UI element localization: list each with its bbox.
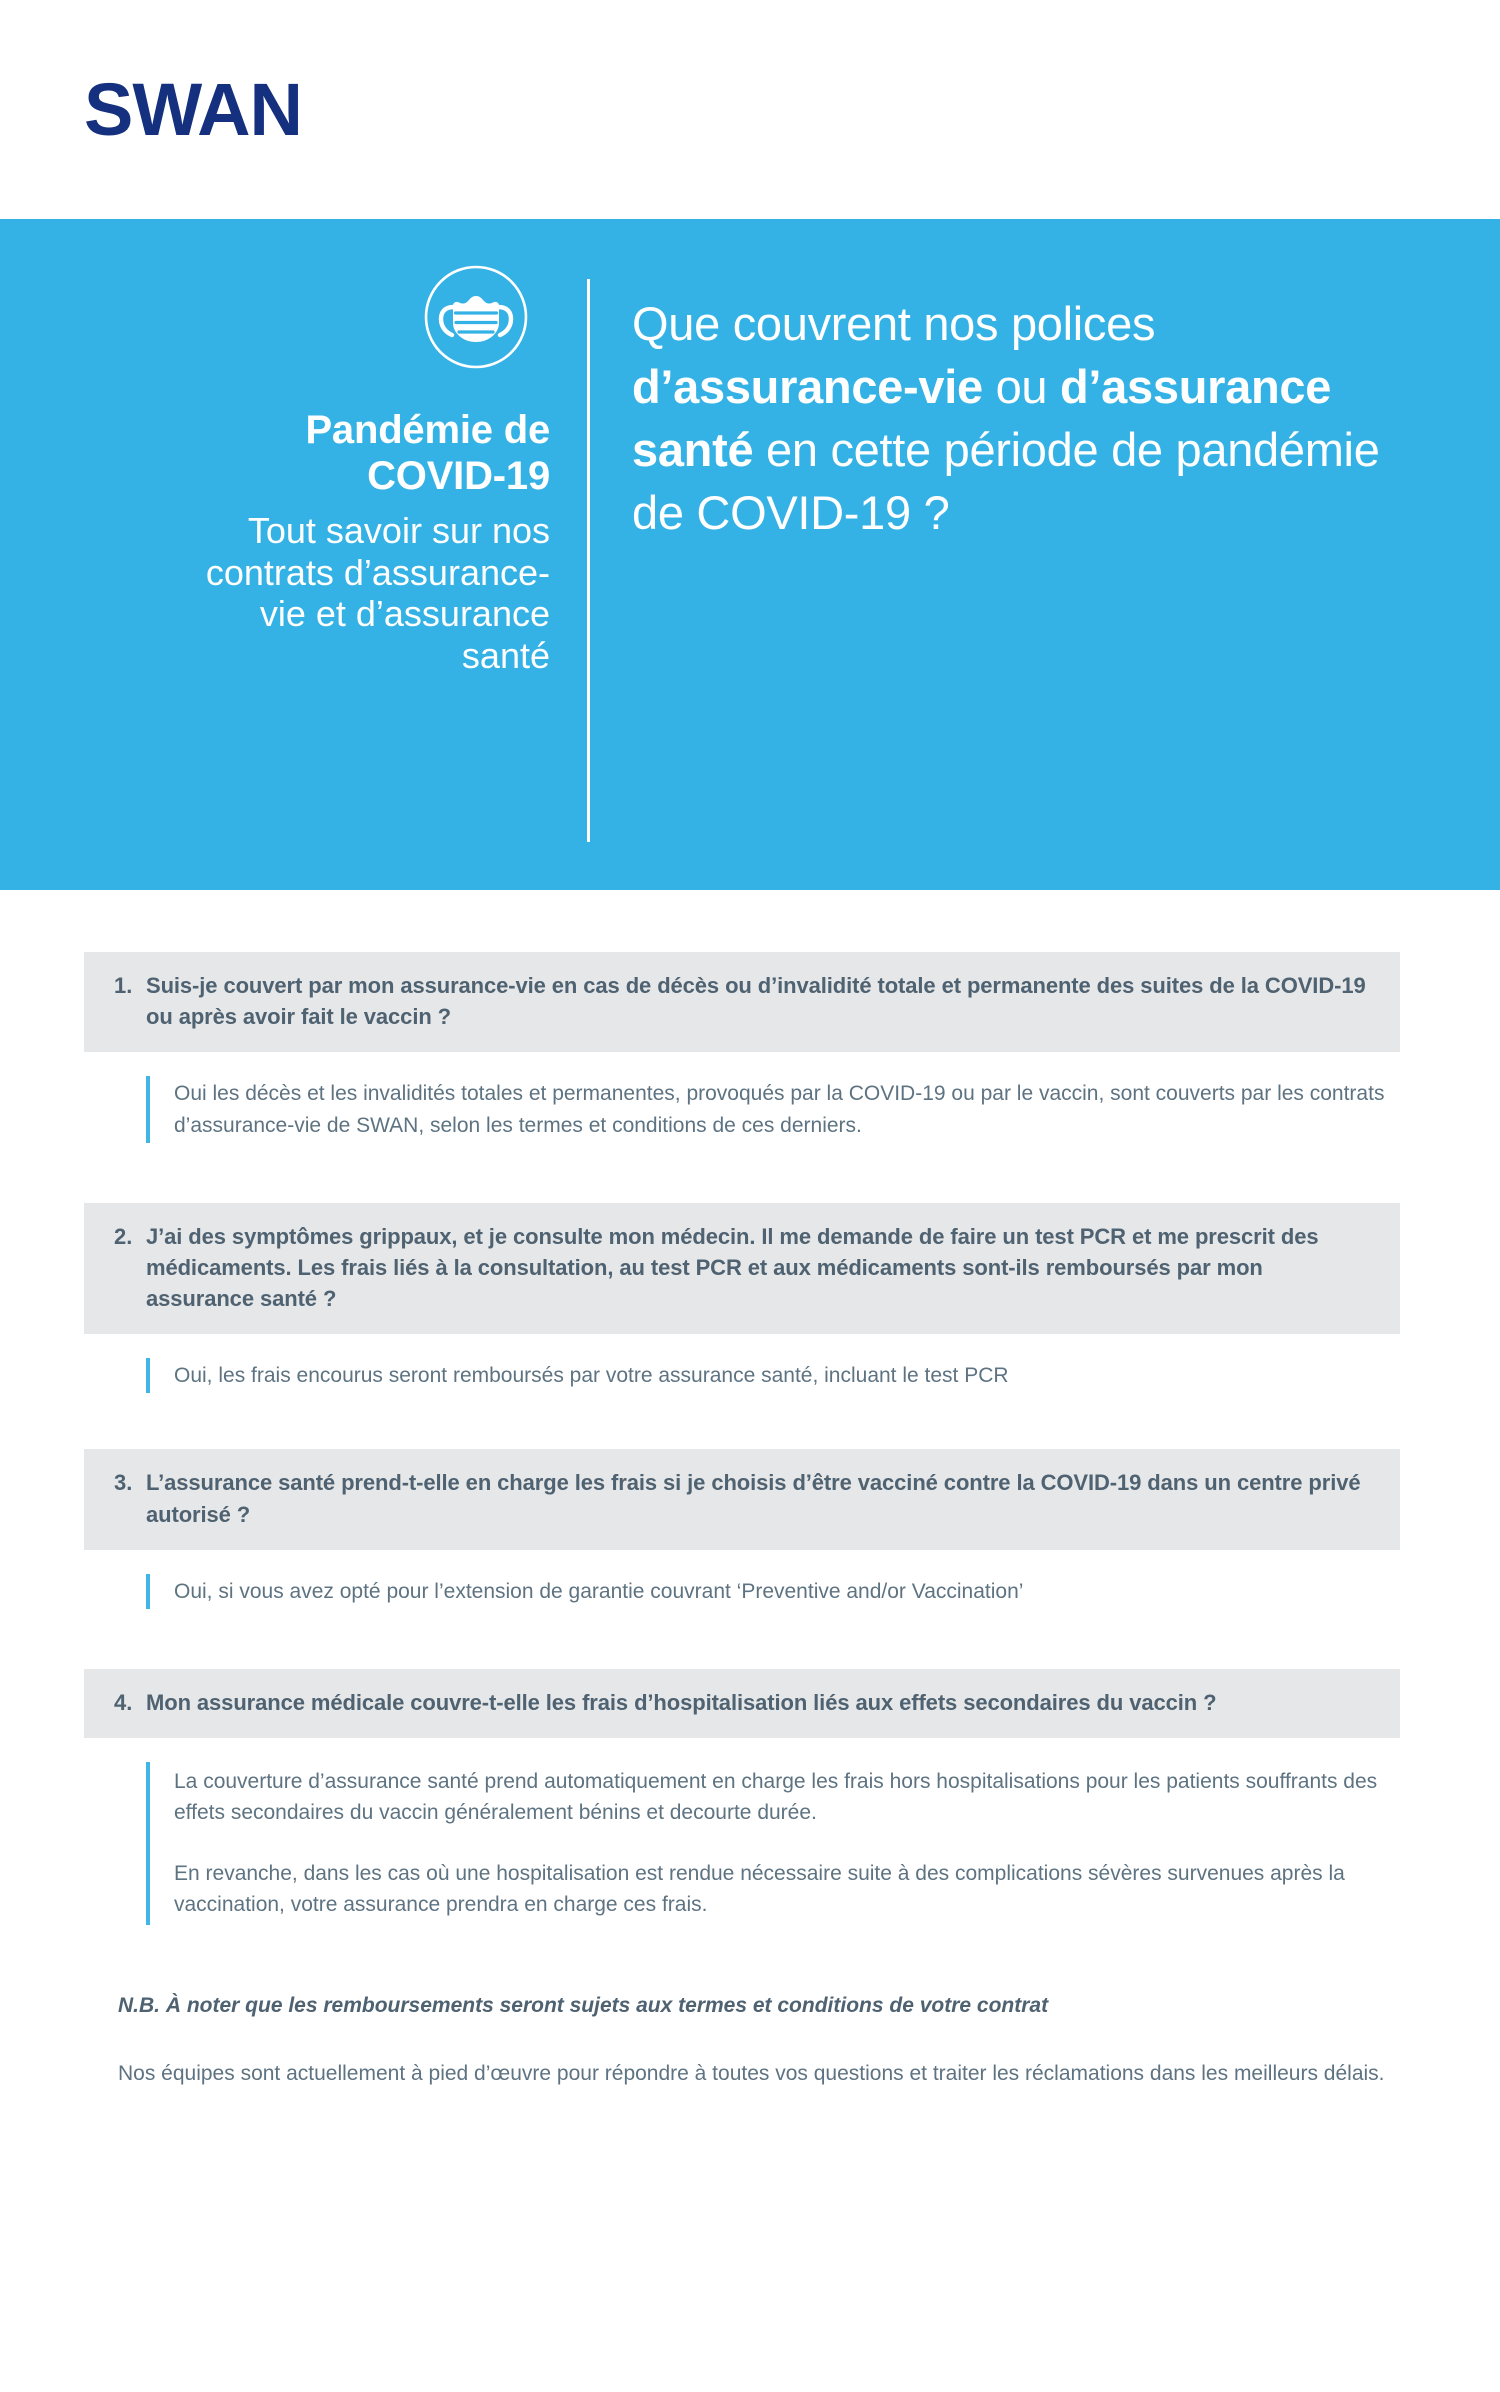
faq-question-band-2[interactable] xyxy=(84,1203,1400,1335)
faq-number-1: 1. xyxy=(114,973,133,998)
footer-closing-text: Nos équipes sont actuellement à pied d’œuvre pour répondre à toutes vos questions et traiter les réclamations dans les meilleurs délais. xyxy=(118,2061,1385,2085)
hero-question-seg-2: ou xyxy=(982,359,1061,413)
faq-item-3 xyxy=(0,1449,1500,1609)
hero-subtitle: Tout savoir sur nos contrats d’assurance-vie et d’assurance santé xyxy=(205,509,550,677)
faq-answer-3-p1: Oui, si vous avez opté pour l’extension de garantie couvrant ‘Preventive and/or Vaccination’ xyxy=(174,1579,1024,1603)
faq-answer-block-2 xyxy=(146,1358,1400,1393)
faq-item-1 xyxy=(0,952,1500,1143)
faq-question-2: J’ai des symptômes grippaux, et je consulte mon médecin. Il me demande de faire un test PCR et me prescrit des médicaments. Les frais liés à la consultation, au test PCR et aux médicaments sont-ils remboursés par mon assurance santé ? xyxy=(146,1223,1319,1312)
faq-number-2: 2. xyxy=(114,1223,133,1249)
faq-answer-block-3 xyxy=(146,1574,1400,1609)
hero-question-seg-1: Que couvrent nos polices xyxy=(632,297,1156,350)
hero-banner xyxy=(0,219,1500,890)
faq-question-band-1[interactable] xyxy=(84,952,1400,1052)
faq-list xyxy=(0,890,1500,2089)
hero-left-column xyxy=(0,219,588,890)
faq-spacer-4 xyxy=(0,1933,1500,1991)
faq-answer-1-p1: Oui les décès et les invalidités totales et permanentes, provoqués par la COVID-19 ou par le vaccin, sont couverts par les contrats d’assurance-vie de SWAN, selon les termes et conditions de ces derniers. xyxy=(174,1082,1385,1137)
brand-header xyxy=(0,0,1500,219)
faq-spacer-1 xyxy=(0,1151,1500,1203)
faq-question-band-4[interactable] xyxy=(84,1669,1400,1738)
faq-number-4: 4. xyxy=(114,1689,133,1715)
swan-logo[interactable]: SWAN xyxy=(84,67,302,151)
faq-answer-block-4 xyxy=(146,1762,1400,1924)
faq-spacer-2 xyxy=(0,1401,1500,1449)
faq-question-3: L’assurance santé prend-t-elle en charge les frais si je choisis d’être vacciné contre la COVID-19 dans un centre privé autorisé ? xyxy=(146,1470,1361,1527)
faq-answer-4-p1: La couverture d’assurance santé prend automatiquement en charge les frais hors hospitalisations pour les patients souffrants des effets secondaires du vaccin généralement bénins et decourte durée. xyxy=(174,1770,1378,1825)
hero-question xyxy=(632,293,1410,545)
hero-vertical-divider xyxy=(587,279,590,842)
hero-title: Pandémie de COVID-19 xyxy=(305,408,550,499)
faq-item-2 xyxy=(0,1203,1500,1394)
faq-question-band-3[interactable] xyxy=(84,1449,1400,1549)
faq-spacer-3 xyxy=(0,1617,1500,1669)
face-mask-icon xyxy=(422,263,530,371)
faq-question-4: Mon assurance médicale couvre-t-elle les frais d’hospitalisation liés aux effets secondaires du vaccin ? xyxy=(146,1689,1217,1715)
faq-number-3: 3. xyxy=(114,1470,133,1496)
faq-answer-2-p1: Oui, les frais encourus seront remboursés par votre assurance santé, incluant le test PCR xyxy=(174,1364,1009,1388)
faq-item-4 xyxy=(0,1669,1500,1925)
hero-right-column xyxy=(588,219,1500,890)
footer-notes xyxy=(118,1991,1400,2089)
faq-question-1: Suis-je couvert par mon assurance-vie en cas de décès ou d’invalidité totale et permanente des suites de la COVID-19 ou après avoir fait le vaccin ? xyxy=(146,973,1366,1030)
footer-nb-note: N.B. À noter que les remboursements seront sujets aux termes et conditions de votre contrat xyxy=(118,1993,1049,2017)
hero-question-seg-3: en cette période de pandémie de COVID-19 ? xyxy=(632,422,1380,539)
faq-answer-4-p2: En revanche, dans les cas où une hospitalisation est rendue nécessaire suite à des complications sévères survenues après la vaccination, votre assurance prendra en charge ces frais. xyxy=(174,1862,1345,1917)
hero-question-bold-2: d’assurance santé xyxy=(632,359,1332,476)
faq-answer-block-1 xyxy=(146,1076,1400,1142)
hero-question-bold-1: d’assurance-vie xyxy=(632,359,983,413)
